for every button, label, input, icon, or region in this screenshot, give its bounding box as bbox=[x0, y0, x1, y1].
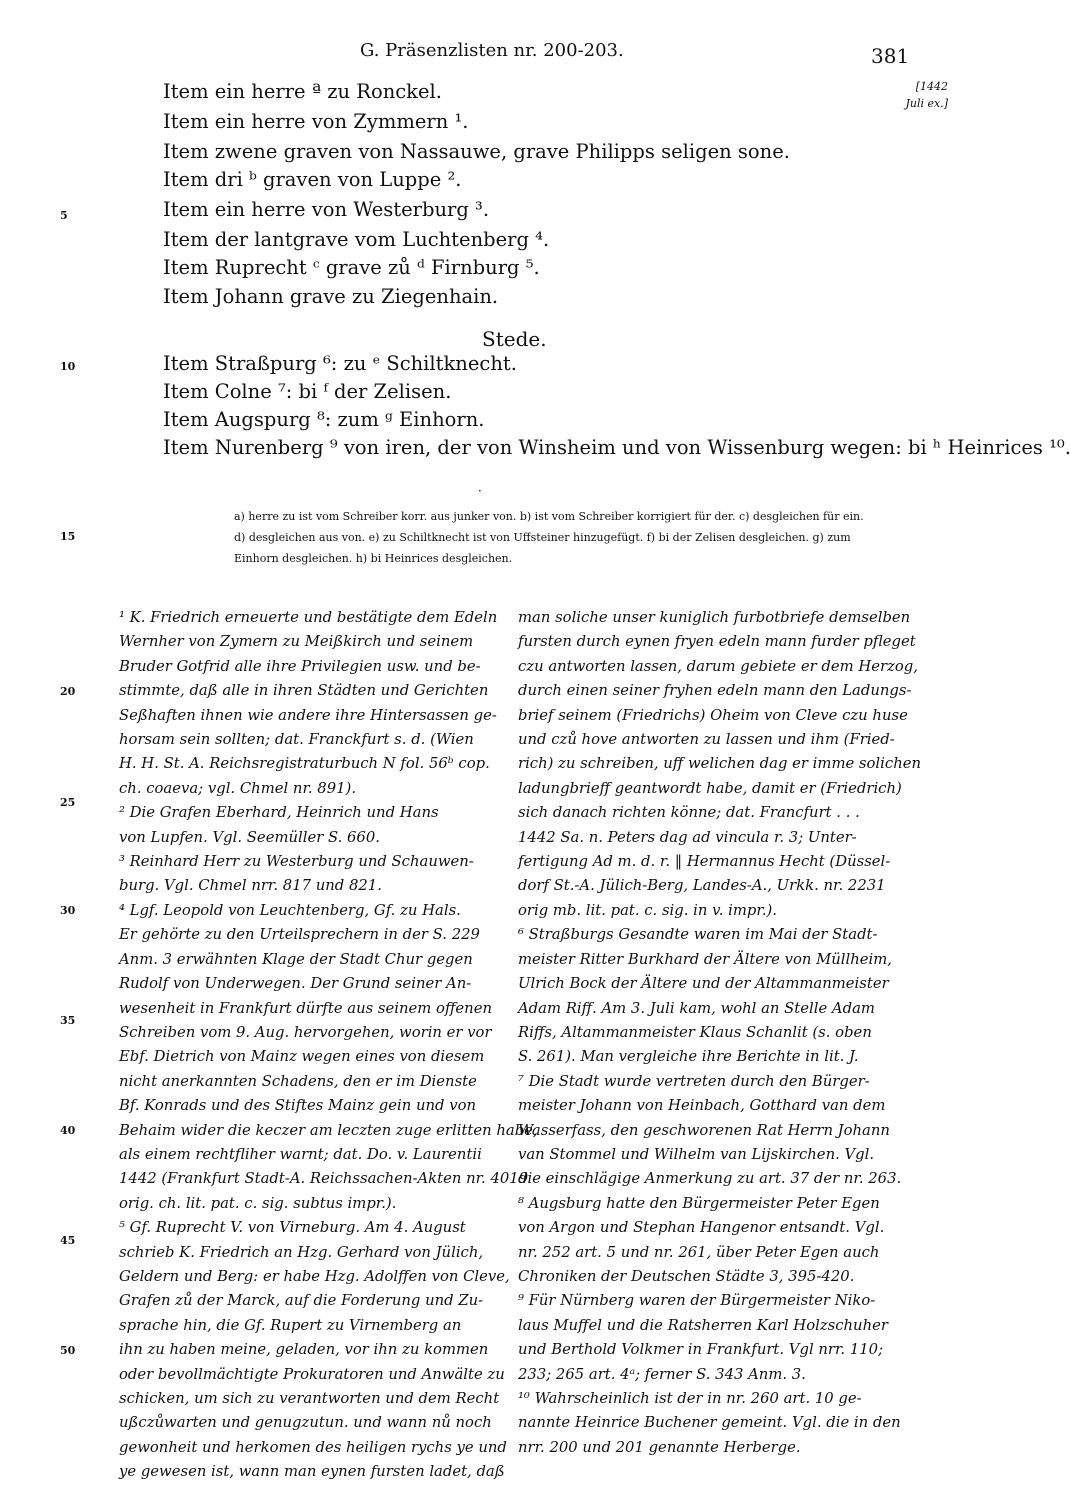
footnote-line: ußczůwarten und genugzutun. und wann nů noch bbox=[119, 1414, 492, 1432]
footnote-line: fursten durch eynen fryen edeln mann furder pfleget bbox=[518, 633, 916, 651]
footnote-line: fertigung Ad m. d. r. ‖ Hermannus Hecht (Düssel- bbox=[518, 853, 891, 871]
footnote-line: Ulrich Bock der Ältere und der Altammanmeister bbox=[518, 975, 889, 993]
footnote-line: ⁸ Augsburg hatte den Bürgermeister Peter Egen bbox=[518, 1194, 880, 1212]
running-header: G. Präsenzlisten nr. 200-203. bbox=[360, 40, 624, 61]
footnote-line: ⁹ Für Nürnberg waren der Bürgermeister Niko- bbox=[518, 1292, 876, 1310]
footnote-line: Wernher von Zymern zu Meißkirch und seinem bbox=[119, 633, 474, 651]
footnote-line: die einschlägige Anmerkung zu art. 37 der nr. 263. bbox=[518, 1170, 902, 1188]
line-number: 10 bbox=[60, 360, 76, 373]
line-number: 35 bbox=[60, 1014, 76, 1027]
apparatus-line: d) desgleichen aus von. e) zu Schiltknecht ist von Uffsteiner hinzugefügt. f) bi der Zelisen desgleichen. g) zum bbox=[234, 531, 851, 544]
footnotes-left-column bbox=[119, 606, 538, 1485]
footnote-line: Er gehörte zu den Urteilsprechern in der S. 229 bbox=[119, 926, 480, 944]
list-item: Item der lantgrave vom Luchtenberg ⁴. bbox=[163, 228, 550, 251]
footnote-line: oder bevollmächtigte Prokuratoren und Anwälte zu bbox=[119, 1365, 505, 1383]
footnote-line: ⁷ Die Stadt wurde vertreten durch den Bürger- bbox=[518, 1072, 870, 1090]
footnote-line: Anm. 3 erwähnten Klage der Stadt Chur gegen bbox=[119, 950, 473, 968]
footnote-line: ⁶ Straßburgs Gesandte waren im Mai der Stadt- bbox=[518, 926, 878, 944]
list-item: Item Augspurg ⁸: zum ᵍ Einhorn. bbox=[163, 408, 485, 431]
list-item: Item ein herre von Westerburg ³. bbox=[163, 198, 490, 221]
list-item: Item Johann grave zu Ziegenhain. bbox=[163, 285, 499, 308]
footnote-line: ihn zu haben meine, geladen, vor ihn zu kommen bbox=[119, 1341, 489, 1359]
footnote-line: orig. ch. lit. pat. c. sig. subtus impr.). bbox=[119, 1194, 397, 1212]
line-number: 15 bbox=[60, 530, 76, 543]
footnote-line: ³ Reinhard Herr zu Westerburg und Schauwen- bbox=[119, 853, 474, 871]
footnote-line: und czů hove antworten zu lassen und ihm (Fried- bbox=[518, 731, 895, 749]
list-item: Item zwene graven von Nassauwe, grave Philipps seligen sone. bbox=[163, 140, 790, 163]
footnote-line: ¹⁰ Wahrscheinlich ist der in nr. 260 art. 10 ge- bbox=[518, 1390, 862, 1407]
footnote-line: H. H. St. A. Reichsregistraturbuch N fol. 56ᵇ cop. bbox=[119, 755, 490, 773]
footnote-line: 1442 (Frankfurt Stadt-A. Reichssachen-Akten nr. 4019 bbox=[119, 1170, 529, 1188]
footnote-line: Ebf. Dietrich von Mainz wegen eines von diesem bbox=[119, 1048, 485, 1066]
date-note-line: Juli ex.] bbox=[905, 97, 948, 110]
footnote-line: stimmte, daß alle in ihren Städten und Gerichten bbox=[119, 682, 489, 700]
page-number: 381 bbox=[871, 44, 910, 68]
list-item: Item Nurenberg ⁹ von iren, der von Winsheim und von Wissenburg wegen: bi ʰ Heinrices ¹⁰. bbox=[163, 436, 1071, 459]
footnote-line: schrieb K. Friedrich an Hzg. Gerhard von Jülich, bbox=[119, 1243, 484, 1261]
footnote-line: dorf St.-A. Jülich-Berg, Landes-A., Urkk. nr. 2231 bbox=[518, 877, 886, 895]
footnote-line: sprache hin, die Gf. Rupert zu Virnemberg an bbox=[119, 1316, 462, 1334]
footnote-line: von Argon und Stephan Hangenor entsandt. Vgl. bbox=[518, 1219, 885, 1237]
list-item: Item Ruprecht ᶜ grave zů ᵈ Firnburg ⁵. bbox=[163, 256, 540, 279]
line-number: 20 bbox=[60, 685, 76, 698]
footnote-line: ² Die Grafen Eberhard, Heinrich und Hans bbox=[119, 804, 439, 822]
footnote-line: Rudolf von Underwegen. Der Grund seiner An- bbox=[119, 975, 472, 993]
footnote-line: meister Ritter Burkhard der Ältere von Müllheim, bbox=[518, 950, 892, 968]
footnote-line: sich danach richten könne; dat. Francfurt . . . bbox=[518, 804, 860, 822]
line-number: 25 bbox=[60, 796, 76, 809]
margin-date-note bbox=[888, 78, 948, 112]
footnote-line: nannte Heinrice Buchener gemeint. Vgl. die in den bbox=[518, 1414, 901, 1432]
footnote-line: orig mb. lit. pat. c. sig. in v. impr.). bbox=[518, 901, 778, 919]
list-item: Item Straßpurg ⁶: zu ᵉ Schiltknecht. bbox=[163, 352, 517, 375]
footnote-line: 1442 Sa. n. Peters dag ad vincula r. 3; Unter- bbox=[518, 828, 857, 846]
list-item: Item Colne ⁷: bi ᶠ der Zelisen. bbox=[163, 380, 452, 403]
footnote-line: brief seinem (Friedrichs) Oheim von Cleve czu huse bbox=[518, 706, 908, 724]
list-item: Item ein herre ª zu Ronckel. bbox=[163, 80, 442, 103]
apparatus-line: Einhorn desgleichen. h) bi Heinrices desgleichen. bbox=[234, 552, 513, 565]
footnote-line: czu antworten lassen, darum gebiete er dem Herzog, bbox=[518, 657, 918, 675]
footnote-line: ladungbrieff geantwordt habe, damit er (Friedrich) bbox=[518, 779, 902, 797]
footnote-line: Bf. Konrads und des Stiftes Mainz gein und von bbox=[119, 1097, 477, 1115]
footnote-line: horsam sein sollten; dat. Franckfurt s. d. (Wien bbox=[119, 731, 474, 749]
footnote-line: van Stommel und Wilhelm van Lijskirchen. Vgl. bbox=[518, 1145, 875, 1163]
footnote-line: gewonheit und herkomen des heiligen rychs ye und bbox=[119, 1438, 507, 1456]
list-item: Item ein herre von Zymmern ¹. bbox=[163, 110, 469, 133]
footnote-line: ch. coaeva; vgl. Chmel nr. 891). bbox=[119, 779, 357, 797]
footnote-line: Bruder Gotfrid alle ihre Privilegien usw. und be- bbox=[119, 657, 481, 675]
footnote-line: ye gewesen ist, wann man eynen fursten ladet, daß bbox=[119, 1463, 505, 1481]
footnote-line: laus Muffel und die Ratsherren Karl Holzschuher bbox=[518, 1316, 888, 1334]
footnote-line: ¹ K. Friedrich erneuerte und bestätigte dem Edeln bbox=[119, 609, 498, 626]
footnote-line: durch einen seiner fryhen edeln mann den Ladungs- bbox=[518, 682, 912, 700]
footnote-line: schicken, um sich zu verantworten und dem Recht bbox=[119, 1390, 500, 1407]
footnote-line: nrr. 200 und 201 genannte Herberge. bbox=[518, 1438, 801, 1456]
footnote-line: Wasserfass, den geschworenen Rat Herrn Johann bbox=[518, 1121, 890, 1139]
footnote-line: nr. 252 art. 5 und nr. 261, über Peter Egen auch bbox=[518, 1243, 880, 1261]
line-number: 40 bbox=[60, 1124, 76, 1137]
line-number: 5 bbox=[60, 209, 68, 222]
footnote-line: Geldern und Berg: er habe Hzg. Adolffen von Cleve, bbox=[119, 1267, 510, 1285]
footnote-line: 233; 265 art. 4ᵃ; ferner S. 343 Anm. 3. bbox=[518, 1365, 806, 1383]
footnote-line: wesenheit in Frankfurt dürfte aus seinem offenen bbox=[119, 999, 492, 1017]
footnote-line: man soliche unser kuniglich furbotbriefe demselben bbox=[518, 609, 911, 626]
line-number: 50 bbox=[60, 1344, 76, 1357]
footnote-line: ⁴ Lgf. Leopold von Leuchtenberg, Gf. zu Hals. bbox=[119, 901, 461, 919]
apparatus-line: a) herre zu ist vom Schreiber korr. aus junker von. b) ist vom Schreiber korrigiert für der. c) desgleichen für ein. bbox=[234, 510, 864, 523]
footnote-line: als einem rechtfliher warnt; dat. Do. v. Laurentii bbox=[119, 1145, 482, 1163]
footnote-line: burg. Vgl. Chmel nrr. 817 und 821. bbox=[119, 877, 382, 895]
footnote-line: Adam Riff. Am 3. Juli kam, wohl an Stelle Adam bbox=[518, 999, 875, 1017]
footnote-line: Seßhaften ihnen wie andere ihre Hintersassen ge- bbox=[119, 706, 497, 724]
footnote-line: Behaim wider die keczer am leczten zuge erlitten habe, bbox=[119, 1121, 538, 1139]
footnotes-right-column bbox=[518, 606, 922, 1460]
list-item: Item dri ᵇ graven von Luppe ². bbox=[163, 168, 462, 191]
line-number: 30 bbox=[60, 904, 76, 917]
footnote-line: nicht anerkannten Schadens, den er im Dienste bbox=[119, 1072, 477, 1090]
footnote-line: von Lupfen. Vgl. Seemüller S. 660. bbox=[119, 828, 380, 846]
critical-apparatus bbox=[234, 506, 914, 569]
footnote-line: Chroniken der Deutschen Städte 3, 395-420. bbox=[518, 1267, 855, 1285]
footnote-line: und Berthold Volkmer in Frankfurt. Vgl nrr. 110; bbox=[518, 1341, 884, 1359]
separator-dot: · bbox=[478, 484, 482, 498]
footnote-line: Schreiben vom 9. Aug. hervorgehen, worin er vor bbox=[119, 1023, 492, 1041]
line-number: 45 bbox=[60, 1234, 76, 1247]
footnote-line: S. 261). Man vergleiche ihre Berichte in lit. J. bbox=[518, 1048, 859, 1066]
footnote-line: meister Johann von Heinbach, Gotthard van dem bbox=[518, 1097, 886, 1115]
date-note-line: [1442 bbox=[915, 80, 948, 93]
footnote-line: rich) zu schreiben, uff welichen dag er imme solichen bbox=[518, 755, 922, 773]
footnote-line: Riffs, Altammanmeister Klaus Schanlit (s. oben bbox=[518, 1023, 872, 1041]
footnote-line: Grafen zů der Marck, auf die Forderung und Zu- bbox=[119, 1292, 484, 1310]
footnote-line: ⁵ Gf. Ruprecht V. von Virneburg. Am 4. August bbox=[119, 1219, 466, 1237]
section-heading: Stede. bbox=[482, 327, 547, 351]
